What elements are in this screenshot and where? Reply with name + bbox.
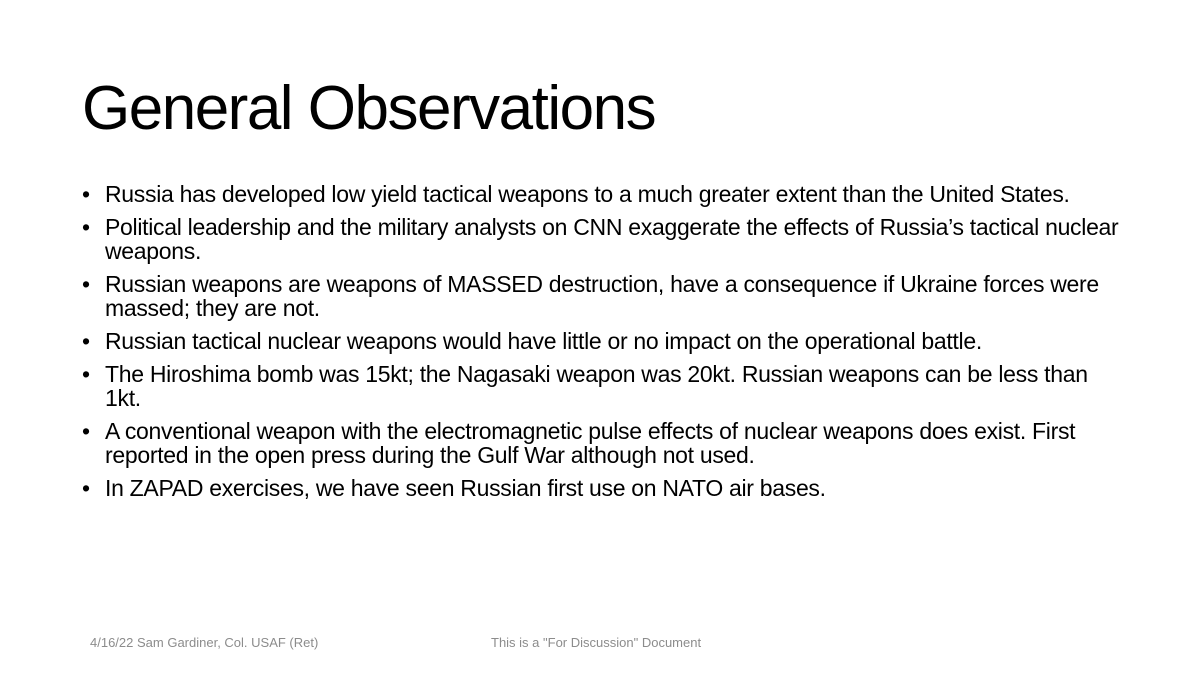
bullet-item-5 [82,362,1122,410]
bullet-item-2 [82,215,1122,263]
bullet-icon: • [82,214,90,240]
bullet-text: Russian weapons are weapons of MASSED destruction, have a consequence if Ukraine forces were massed; they are not. [105,271,1099,321]
bullet-text: Russia has developed low yield tactical weapons to a much greater extent than the United States. [105,181,1070,207]
bullet-text: A conventional weapon with the electromagnetic pulse effects of nuclear weapons does exist. First reported in the open press during the Gulf War although not used. [105,418,1076,468]
bullet-item-7 [82,476,1122,500]
bullet-icon: • [82,418,90,444]
bullet-icon: • [82,328,90,354]
bullet-text: Russian tactical nuclear weapons would have little or no impact on the operational battle. [105,328,982,354]
bullet-icon: • [82,361,90,387]
bullet-item-6 [82,419,1122,467]
bullet-icon: • [82,475,90,501]
bullet-list [82,182,1122,509]
footer-date-author: 4/16/22 Sam Gardiner, Col. USAF (Ret) [90,635,319,650]
slide-title: General Observations [82,74,656,143]
bullet-item-1 [82,182,1122,206]
bullet-icon: • [82,271,90,297]
bullet-item-3 [82,272,1122,320]
bullet-text: The Hiroshima bomb was 15kt; the Nagasaki weapon was 20kt. Russian weapons can be less than 1kt. [105,361,1088,411]
bullet-text: In ZAPAD exercises, we have seen Russian first use on NATO air bases. [105,475,826,501]
bullet-text: Political leadership and the military analysts on CNN exaggerate the effects of Russia’s tactical nuclear weapons. [105,214,1119,264]
bullet-item-4 [82,329,1122,353]
footer-note: This is a "For Discussion" Document [491,635,702,650]
bullet-icon: • [82,181,90,207]
